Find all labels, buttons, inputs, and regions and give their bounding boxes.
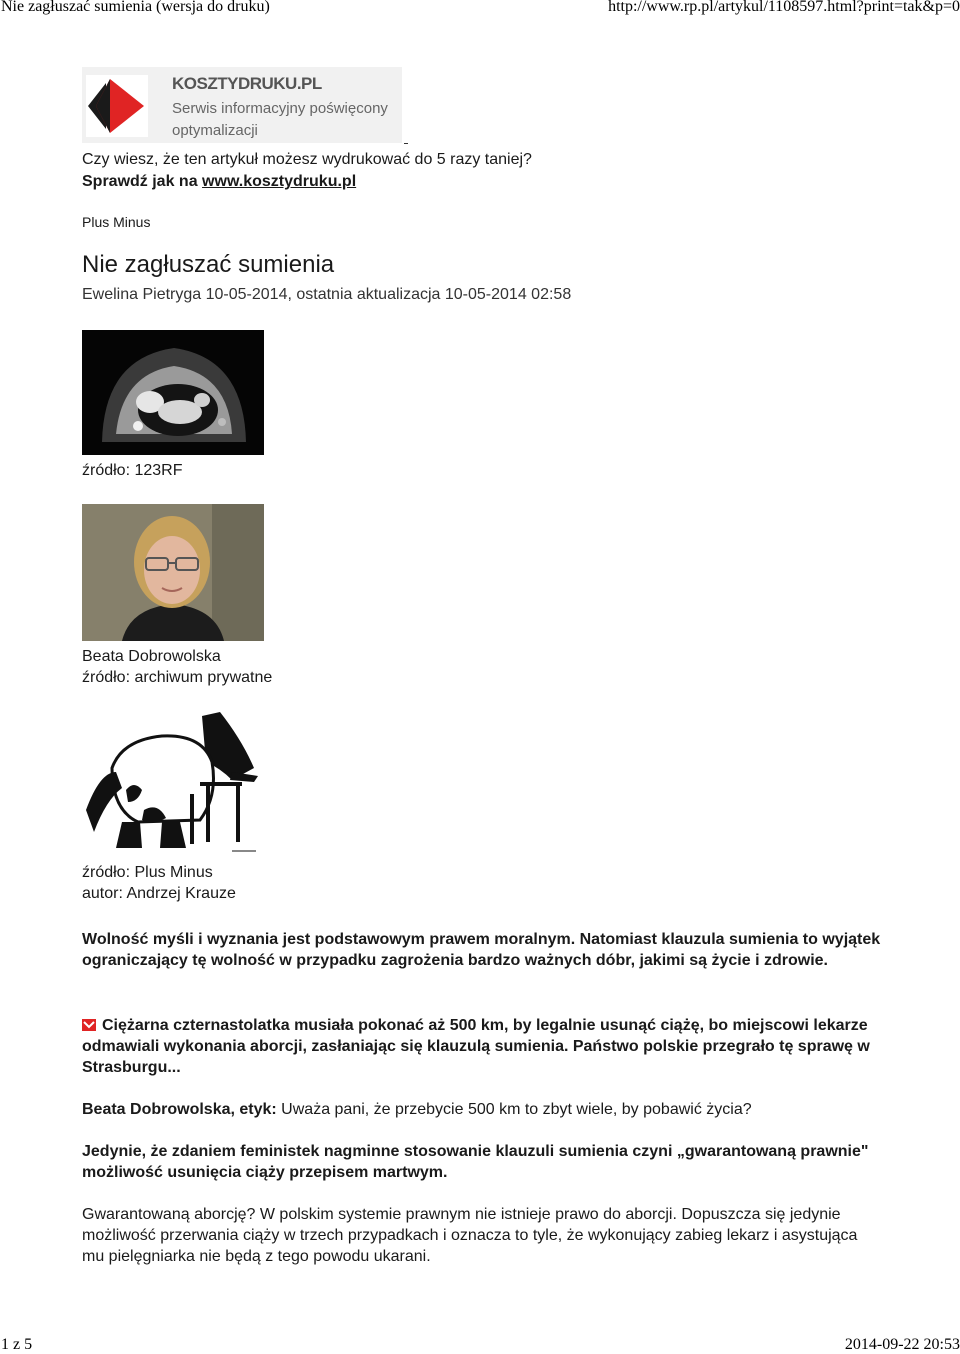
article-intro	[82, 1015, 882, 1078]
article-title: Nie zagłuszać sumienia	[82, 251, 335, 278]
portrait-photo	[82, 504, 264, 641]
kosztydruku-banner[interactable]	[82, 67, 402, 143]
caption-line: źródło: 123RF	[82, 462, 183, 479]
caption-line: Beata Dobrowolska	[82, 648, 221, 665]
wolf-illustration	[82, 710, 264, 858]
print-header	[0, 0, 960, 20]
caption-line: źródło: archiwum prywatne	[82, 669, 273, 686]
section-label: Plus Minus	[82, 214, 151, 230]
interview-question	[82, 1099, 882, 1120]
rp-mark-icon	[82, 1016, 96, 1028]
interview-answer: Jedynie, że zdaniem feministek nagminne stosowanie klauzuli sumienia czyni „gwarantowaną prawnie" możliwość usunięcia ciąży przepisem martwym.	[82, 1143, 869, 1181]
article-paragraph: Gwarantowaną aborcję? W polskim systemie prawnym nie istnieje prawo do aborcji. Dopuszcza się jedynie możliwość przerwania ciąży w trzech przypadkach i oznacza to tyle, że wykonujący zabieg lekarz i asystująca mu pielęgniarka nie będą z tego powodu ukarani.	[82, 1206, 858, 1265]
kosztydruku-link[interactable]: www.kosztydruku.pl	[202, 173, 357, 190]
print-header-url: http://www.rp.pl/artykul/1108597.html?print=tak&p=0	[608, 0, 960, 15]
article-lead: Wolność myśli i wyznania jest podstawowym prawem moralnym. Natomiast klauzula sumienia to wyjątek ograniczający tę wolność w przypadku zagrożenia bardzo ważnych dóbr, jakimi są życie i zdrowie.	[82, 931, 881, 969]
banner-subtitle: Serwis informacyjny poświęcony optymalizacji	[172, 100, 388, 139]
caption-line: autor: Andrzej Krauze	[82, 885, 236, 902]
image-caption-3	[82, 862, 236, 904]
ultrasound-image	[82, 330, 264, 455]
caption-line: źródło: Plus Minus	[82, 864, 213, 881]
promo-prefix: Sprawdź jak na	[82, 173, 203, 190]
promo-line-2	[82, 171, 532, 193]
question-text: Uważa pani, że przebycie 500 km to zbyt wiele, by pobawić życia?	[276, 1101, 752, 1118]
question-speaker: Beata Dobrowolska, etyk:	[82, 1101, 277, 1118]
image-caption-1	[82, 460, 183, 481]
banner-link-underline	[404, 143, 408, 144]
banner-title: KOSZTYDRUKU.PL	[172, 74, 322, 93]
page-counter: 1 z 5	[1, 1336, 33, 1353]
article-byline: Ewelina Pietryga 10-05-2014, ostatnia aktualizacja 10-05-2014 02:58	[82, 286, 572, 303]
print-header-title: Nie zagłuszać sumienia (wersja do druku)	[1, 0, 270, 15]
kosztydruku-logo-icon	[86, 75, 148, 137]
image-caption-2	[82, 646, 272, 688]
promo-line-1: Czy wiesz, że ten artykuł możesz wydrukować do 5 razy taniej?	[82, 151, 532, 168]
print-datetime: 2014-09-22 20:53	[844, 1336, 960, 1353]
print-promo	[82, 149, 532, 193]
intro-text: Ciężarna czternastolatka musiała pokonać aż 500 km, by legalnie usunąć ciążę, bo miejscowi lekarze odmawiali wykonania aborcji, zasłaniając się klauzulą sumienia. Państwo polskie przegrało tę sprawę w Strasburgu...	[82, 1017, 870, 1076]
print-footer	[0, 1336, 960, 1354]
